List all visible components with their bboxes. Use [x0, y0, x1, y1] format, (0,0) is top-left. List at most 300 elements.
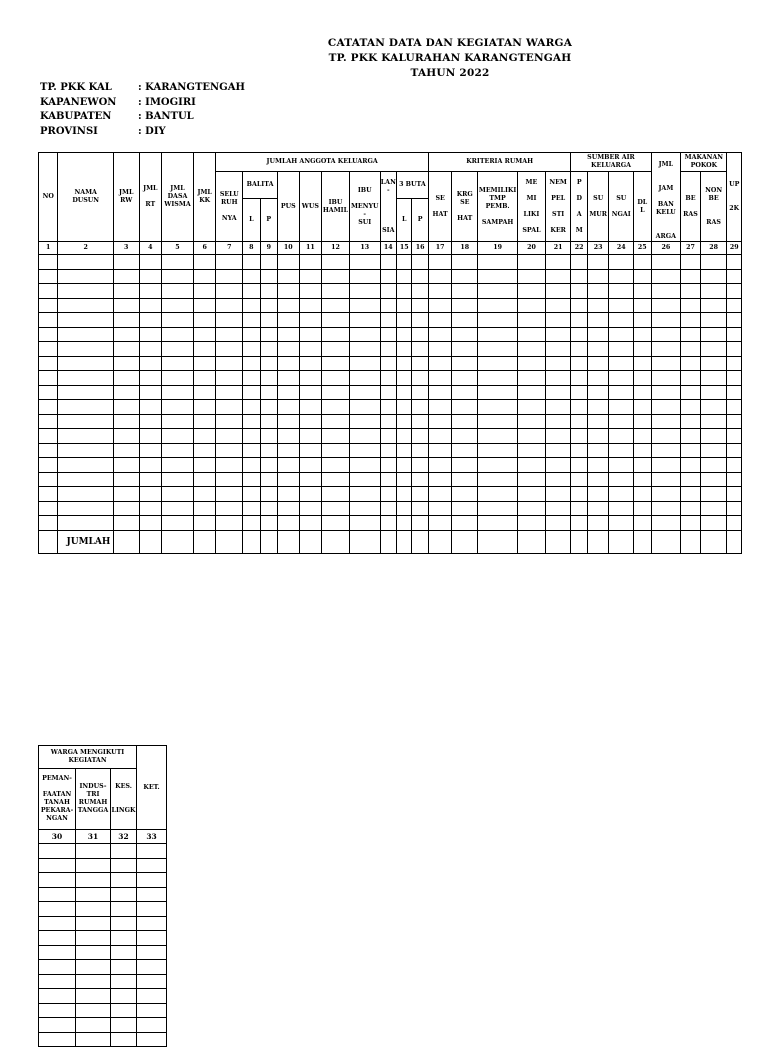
jumlah-cell	[727, 530, 742, 553]
table-cell	[681, 284, 700, 299]
column-number-cell: 13	[349, 242, 380, 255]
header-makanan-pokok: MAKANAN POKOK	[681, 153, 727, 172]
side-table-cell	[137, 931, 167, 946]
table-cell	[587, 501, 609, 516]
table-cell	[609, 472, 634, 487]
header-sehat: SE HAT	[428, 172, 452, 242]
table-cell	[397, 298, 412, 313]
table-cell	[412, 284, 428, 299]
table-cell	[700, 429, 727, 444]
jumlah-cell	[571, 530, 587, 553]
table-cell	[39, 327, 58, 342]
table-cell	[113, 458, 139, 473]
side-table-cell	[111, 960, 137, 975]
table-cell	[545, 371, 571, 386]
table-cell	[478, 443, 518, 458]
table-cell	[609, 429, 634, 444]
column-number-cell: 6	[193, 242, 216, 255]
table-cell	[571, 501, 587, 516]
table-cell	[609, 356, 634, 371]
table-cell	[58, 371, 113, 386]
column-number-cell: 11	[299, 242, 322, 255]
table-cell	[634, 414, 651, 429]
column-number-cell: 14	[380, 242, 396, 255]
table-cell	[681, 443, 700, 458]
table-cell	[39, 313, 58, 328]
header-3-buta: 3 BUTA	[397, 172, 429, 199]
table-cell	[681, 429, 700, 444]
side-table-row	[39, 887, 167, 902]
side-table-cell	[76, 902, 111, 917]
table-cell	[397, 414, 412, 429]
table-cell	[428, 269, 452, 284]
column-number-cell: 17	[428, 242, 452, 255]
table-cell	[412, 385, 428, 400]
table-cell	[700, 516, 727, 531]
table-cell	[139, 342, 162, 357]
table-cell	[380, 269, 396, 284]
table-cell	[380, 255, 396, 270]
header-pus: PUS	[278, 172, 300, 242]
table-cell	[587, 458, 609, 473]
table-row	[39, 501, 742, 516]
table-cell	[380, 371, 396, 386]
table-cell	[681, 255, 700, 270]
table-cell	[278, 342, 300, 357]
table-cell	[412, 371, 428, 386]
table-cell	[700, 284, 727, 299]
table-cell	[634, 298, 651, 313]
table-cell	[518, 443, 546, 458]
table-cell	[681, 342, 700, 357]
info-value: : BANTUL	[138, 111, 194, 122]
column-number-cell: 23	[587, 242, 609, 255]
table-cell	[571, 472, 587, 487]
side-table-cell	[137, 1032, 167, 1047]
side-table-cell	[137, 873, 167, 888]
table-cell	[571, 255, 587, 270]
table-cell	[681, 385, 700, 400]
table-cell	[139, 458, 162, 473]
header-krg-sehat: KRG SE HAT	[452, 172, 478, 242]
table-cell	[571, 443, 587, 458]
table-cell	[216, 269, 243, 284]
table-cell	[139, 487, 162, 502]
table-cell	[162, 443, 194, 458]
table-cell	[243, 342, 260, 357]
table-cell	[260, 516, 277, 531]
table-cell	[113, 487, 139, 502]
table-cell	[243, 371, 260, 386]
jumlah-cell	[587, 530, 609, 553]
table-cell	[193, 313, 216, 328]
table-cell	[428, 516, 452, 531]
table-cell	[412, 487, 428, 502]
column-number-cell: 2	[58, 242, 113, 255]
table-cell	[322, 385, 350, 400]
side-table-row	[39, 1003, 167, 1018]
table-cell	[634, 385, 651, 400]
table-cell	[380, 429, 396, 444]
table-cell	[216, 298, 243, 313]
table-cell	[139, 414, 162, 429]
header-industri-rumah-tangga: INDUS- TRI RUMAH TANGGA	[76, 769, 111, 830]
header-lansia: LAN - SIA	[380, 172, 396, 242]
table-cell	[39, 429, 58, 444]
table-cell	[349, 429, 380, 444]
table-cell	[322, 255, 350, 270]
header-ibu-hamil: IBU HAMIL	[322, 172, 350, 242]
table-cell	[587, 284, 609, 299]
table-cell	[349, 371, 380, 386]
table-cell	[681, 327, 700, 342]
table-cell	[428, 385, 452, 400]
table-cell	[260, 429, 277, 444]
table-cell	[518, 342, 546, 357]
side-table-cell	[137, 1003, 167, 1018]
table-row	[39, 313, 742, 328]
table-cell	[299, 487, 322, 502]
kegiatan-warga-table	[38, 745, 167, 1047]
table-cell	[299, 371, 322, 386]
header-jml-rw: JML RW	[113, 153, 139, 242]
header-pdam: P D A M	[571, 172, 587, 242]
table-cell	[609, 269, 634, 284]
jumlah-cell	[113, 530, 139, 553]
table-cell	[278, 458, 300, 473]
table-cell	[727, 472, 742, 487]
table-cell	[349, 501, 380, 516]
table-cell	[278, 284, 300, 299]
table-cell	[727, 269, 742, 284]
table-cell	[380, 298, 396, 313]
table-cell	[412, 458, 428, 473]
table-cell	[349, 269, 380, 284]
info-value: : KARANGTENGAH	[138, 82, 245, 93]
table-cell	[518, 472, 546, 487]
column-number-cell: 5	[162, 242, 194, 255]
table-cell	[193, 472, 216, 487]
table-cell	[243, 327, 260, 342]
table-cell	[634, 429, 651, 444]
table-cell	[571, 269, 587, 284]
table-cell	[139, 443, 162, 458]
table-cell	[478, 501, 518, 516]
column-number-cell: 20	[518, 242, 546, 255]
table-cell	[681, 516, 700, 531]
table-cell	[587, 255, 609, 270]
side-table-cell	[39, 858, 76, 873]
table-cell	[478, 371, 518, 386]
table-cell	[518, 269, 546, 284]
table-cell	[380, 414, 396, 429]
table-cell	[216, 371, 243, 386]
info-label: PROVINSI	[40, 126, 98, 137]
table-cell	[260, 298, 277, 313]
table-cell	[322, 327, 350, 342]
table-cell	[113, 269, 139, 284]
table-cell	[380, 501, 396, 516]
table-cell	[260, 327, 277, 342]
side-table-cell	[39, 989, 76, 1004]
table-cell	[278, 356, 300, 371]
table-cell	[700, 400, 727, 415]
jumlah-cell	[397, 530, 412, 553]
table-cell	[545, 327, 571, 342]
column-number-cell: 15	[397, 242, 412, 255]
table-cell	[216, 385, 243, 400]
table-cell	[322, 443, 350, 458]
side-table-cell	[39, 887, 76, 902]
side-table-cell	[76, 873, 111, 888]
table-cell	[428, 342, 452, 357]
side-table-cell	[39, 1018, 76, 1033]
table-cell	[587, 342, 609, 357]
table-cell	[478, 313, 518, 328]
side-table-cell	[137, 844, 167, 859]
table-cell	[587, 414, 609, 429]
table-cell	[139, 255, 162, 270]
table-cell	[587, 472, 609, 487]
table-cell	[727, 313, 742, 328]
table-cell	[322, 487, 350, 502]
table-cell	[609, 342, 634, 357]
table-cell	[139, 371, 162, 386]
table-cell	[39, 269, 58, 284]
table-cell	[571, 487, 587, 502]
side-table-cell	[137, 902, 167, 917]
table-row	[39, 356, 742, 371]
table-cell	[39, 501, 58, 516]
table-cell	[349, 443, 380, 458]
table-cell	[349, 385, 380, 400]
table-row	[39, 298, 742, 313]
side-column-number-cell: 32	[111, 830, 137, 844]
side-data-rows	[39, 844, 167, 1047]
table-cell	[634, 313, 651, 328]
jumlah-cell	[349, 530, 380, 553]
table-cell	[545, 356, 571, 371]
side-table-cell	[39, 873, 76, 888]
table-cell	[243, 313, 260, 328]
table-cell	[545, 313, 571, 328]
table-cell	[609, 371, 634, 386]
column-number-cell: 3	[113, 242, 139, 255]
header-wus: WUS	[299, 172, 322, 242]
table-cell	[322, 269, 350, 284]
table-cell	[587, 327, 609, 342]
side-table-cell	[137, 916, 167, 931]
side-column-number-cell: 30	[39, 830, 76, 844]
table-cell	[428, 472, 452, 487]
side-table-cell	[76, 858, 111, 873]
table-cell	[243, 472, 260, 487]
table-cell	[58, 356, 113, 371]
table-cell	[243, 516, 260, 531]
info-label: KABUPATEN	[40, 111, 112, 122]
table-cell	[518, 516, 546, 531]
table-cell	[700, 342, 727, 357]
table-cell	[299, 458, 322, 473]
doc-title-line-3: TAHUN 2022	[410, 67, 490, 79]
table-cell	[412, 342, 428, 357]
table-cell	[609, 487, 634, 502]
table-cell	[380, 443, 396, 458]
table-cell	[299, 501, 322, 516]
table-cell	[518, 414, 546, 429]
table-cell	[700, 371, 727, 386]
side-column-number-cell: 33	[137, 830, 167, 844]
table-cell	[571, 284, 587, 299]
table-cell	[39, 458, 58, 473]
table-cell	[452, 356, 478, 371]
table-cell	[518, 371, 546, 386]
table-cell	[58, 472, 113, 487]
jumlah-row	[39, 530, 742, 553]
table-cell	[260, 356, 277, 371]
table-cell	[609, 313, 634, 328]
side-table-cell	[111, 1003, 137, 1018]
table-cell	[162, 487, 194, 502]
table-cell	[58, 269, 113, 284]
column-number-cell: 21	[545, 242, 571, 255]
main-data-table	[38, 152, 742, 554]
table-cell	[299, 400, 322, 415]
side-table-row	[39, 873, 167, 888]
table-cell	[349, 327, 380, 342]
column-number-cell: 24	[609, 242, 634, 255]
table-cell	[651, 443, 681, 458]
table-row	[39, 342, 742, 357]
side-table-row	[39, 1018, 167, 1033]
table-cell	[322, 472, 350, 487]
table-cell	[545, 501, 571, 516]
table-cell	[322, 313, 350, 328]
side-table-cell	[39, 974, 76, 989]
table-cell	[162, 269, 194, 284]
jumlah-cell	[243, 530, 260, 553]
table-cell	[428, 298, 452, 313]
jumlah-cell	[39, 530, 58, 553]
table-cell	[193, 371, 216, 386]
table-cell	[162, 429, 194, 444]
table-cell	[299, 516, 322, 531]
table-cell	[58, 414, 113, 429]
table-cell	[216, 487, 243, 502]
table-cell	[58, 313, 113, 328]
table-cell	[260, 255, 277, 270]
table-cell	[412, 327, 428, 342]
table-cell	[545, 385, 571, 400]
table-cell	[322, 342, 350, 357]
table-cell	[216, 327, 243, 342]
table-cell	[243, 414, 260, 429]
table-cell	[139, 472, 162, 487]
side-table-cell	[137, 960, 167, 975]
table-cell	[139, 284, 162, 299]
side-table-cell	[111, 858, 137, 873]
table-cell	[193, 385, 216, 400]
table-cell	[58, 385, 113, 400]
table-cell	[412, 298, 428, 313]
table-cell	[571, 458, 587, 473]
side-table-row	[39, 858, 167, 873]
table-cell	[278, 501, 300, 516]
table-cell	[518, 284, 546, 299]
table-cell	[39, 472, 58, 487]
table-cell	[727, 284, 742, 299]
table-cell	[349, 414, 380, 429]
table-cell	[478, 385, 518, 400]
table-cell	[397, 429, 412, 444]
table-cell	[452, 472, 478, 487]
header-memiliki-sampah: MEMILIKI TMP PEMB. SAMPAH	[478, 172, 518, 242]
table-cell	[727, 458, 742, 473]
jumlah-cell	[162, 530, 194, 553]
table-cell	[39, 443, 58, 458]
jumlah-cell	[518, 530, 546, 553]
table-cell	[412, 472, 428, 487]
table-cell	[681, 472, 700, 487]
table-cell	[162, 400, 194, 415]
table-cell	[39, 284, 58, 299]
side-table-row	[39, 945, 167, 960]
header-kes-lingk: KES. LINGK	[111, 769, 137, 830]
side-table-cell	[111, 887, 137, 902]
table-cell	[397, 269, 412, 284]
column-number-cell: 22	[571, 242, 587, 255]
table-cell	[634, 342, 651, 357]
table-cell	[727, 342, 742, 357]
table-cell	[397, 342, 412, 357]
table-cell	[412, 516, 428, 531]
header-sungai: SU NGAI	[609, 172, 634, 242]
table-cell	[587, 487, 609, 502]
table-cell	[651, 400, 681, 415]
table-cell	[349, 400, 380, 415]
table-cell	[518, 458, 546, 473]
table-cell	[299, 356, 322, 371]
table-row	[39, 414, 742, 429]
table-cell	[478, 342, 518, 357]
side-table-cell	[76, 945, 111, 960]
table-cell	[681, 458, 700, 473]
table-cell	[609, 255, 634, 270]
side-table-cell	[137, 1018, 167, 1033]
table-cell	[609, 443, 634, 458]
table-cell	[216, 516, 243, 531]
header-ibu-menyusui: IBU MENYU - SUI	[349, 172, 380, 242]
jumlah-cell	[681, 530, 700, 553]
table-cell	[651, 385, 681, 400]
table-cell	[478, 356, 518, 371]
table-cell	[162, 327, 194, 342]
table-cell	[700, 443, 727, 458]
table-cell	[452, 458, 478, 473]
table-cell	[587, 298, 609, 313]
table-cell	[397, 327, 412, 342]
table-cell	[299, 342, 322, 357]
table-cell	[727, 414, 742, 429]
table-cell	[700, 269, 727, 284]
jumlah-cell	[216, 530, 243, 553]
table-cell	[139, 269, 162, 284]
side-table-row	[39, 1032, 167, 1047]
table-cell	[478, 255, 518, 270]
table-cell	[452, 269, 478, 284]
table-cell	[299, 269, 322, 284]
table-cell	[681, 313, 700, 328]
